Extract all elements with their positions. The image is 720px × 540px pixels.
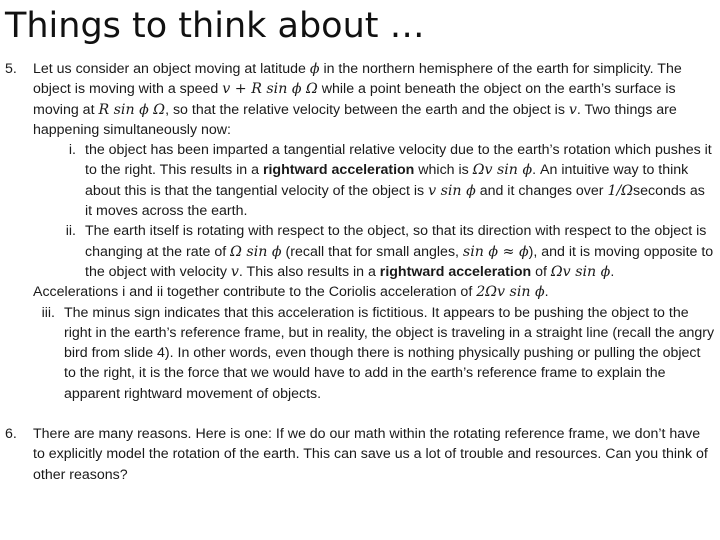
math-expression: 1/Ω	[607, 182, 634, 199]
math-expression: ϕ	[309, 61, 320, 77]
math-expression: v	[568, 101, 577, 118]
math-expression: v	[230, 263, 239, 280]
item-number: 6.	[5, 426, 17, 443]
math-expression: v sin ϕ	[428, 182, 476, 199]
sub-item-iii	[34, 303, 715, 404]
math-expression: 2Ωv sin ϕ	[476, 284, 545, 301]
item-5-text: Let us consider an object moving at latitude ϕ in the northern hemisphere of the earth for simplicity. The object is moving with a speed v + R sin ϕ Ω while a point beneath the object on the earth’s surface is moving at R sin ϕ Ω, so that the relative velocity between the earth and the object is v. Two things are happening simultaneously now:	[33, 61, 682, 138]
math-expression: sin ϕ ≈ ϕ	[462, 243, 529, 260]
sub-item-ii-text: The earth itself is rotating with respect to the object, so that its direction with respect to the object is changing at the rate of Ω sin ϕ (recall that for small angles, sin ϕ ≈ ϕ), and it is moving opposite to the object with velocity v. This also results in a rightward acceleration of Ωv sin ϕ.	[85, 223, 714, 280]
item-6-text: There are many reasons. Here is one: If we do our math within the rotating reference frame, we don’t have to explicitly model the rotation of the earth. This can save us a lot of trouble and resources. Can you think of other reasons?	[33, 426, 708, 483]
sub-item-iii-text: The minus sign indicates that this acceleration is fictitious. It appears to be pushing the object to the right in the earth’s reference frame, but in reality, the object is traveling in a straight line (recall the angry bird from slide 4). In other words, even though there is nothing physically pushing or pulling the object to the right, it is the force that we would have to add in the earth’s reference frame to explain the apparent rightward movement of objects.	[64, 304, 715, 402]
slide-content	[5, 59, 715, 485]
bold-phrase: rightward acceleration	[262, 162, 415, 179]
sub-item-i-text: the object has been imparted a tangential relative velocity due to the earth’s rotation which pushes it to the right. This results in a rightward acceleration which is Ωv sin ϕ. An intuitive way to think about this is that the tangential velocity of the object is v sin ϕ and it changes over 1/Ωseconds as it moves across the earth.	[85, 142, 712, 220]
math-expression: Ωv sin ϕ	[472, 162, 533, 179]
math-expression: Ω sin ϕ	[230, 243, 282, 260]
math-expression: R sin ϕ Ω	[98, 101, 166, 118]
sub-item-numeral: ii.	[65, 223, 76, 240]
item-number: 5.	[5, 61, 17, 77]
sub-item-i	[55, 140, 715, 221]
bold-phrase: rightward acceleration	[379, 263, 532, 280]
list-item-6	[5, 424, 715, 485]
accelerations-summary: Accelerations i and ii together contribute to the Coriolis acceleration of 2Ωv sin ϕ.	[33, 284, 549, 301]
sub-item-numeral: iii.	[41, 304, 55, 321]
math-expression: v + R sin ϕ Ω	[222, 81, 318, 98]
slide-title: Things to think about …	[5, 6, 425, 46]
sub-item-ii	[55, 221, 715, 282]
list-item-5	[5, 59, 715, 303]
sub-item-numeral: i.	[68, 142, 76, 159]
math-expression: Ωv sin ϕ	[550, 263, 611, 280]
